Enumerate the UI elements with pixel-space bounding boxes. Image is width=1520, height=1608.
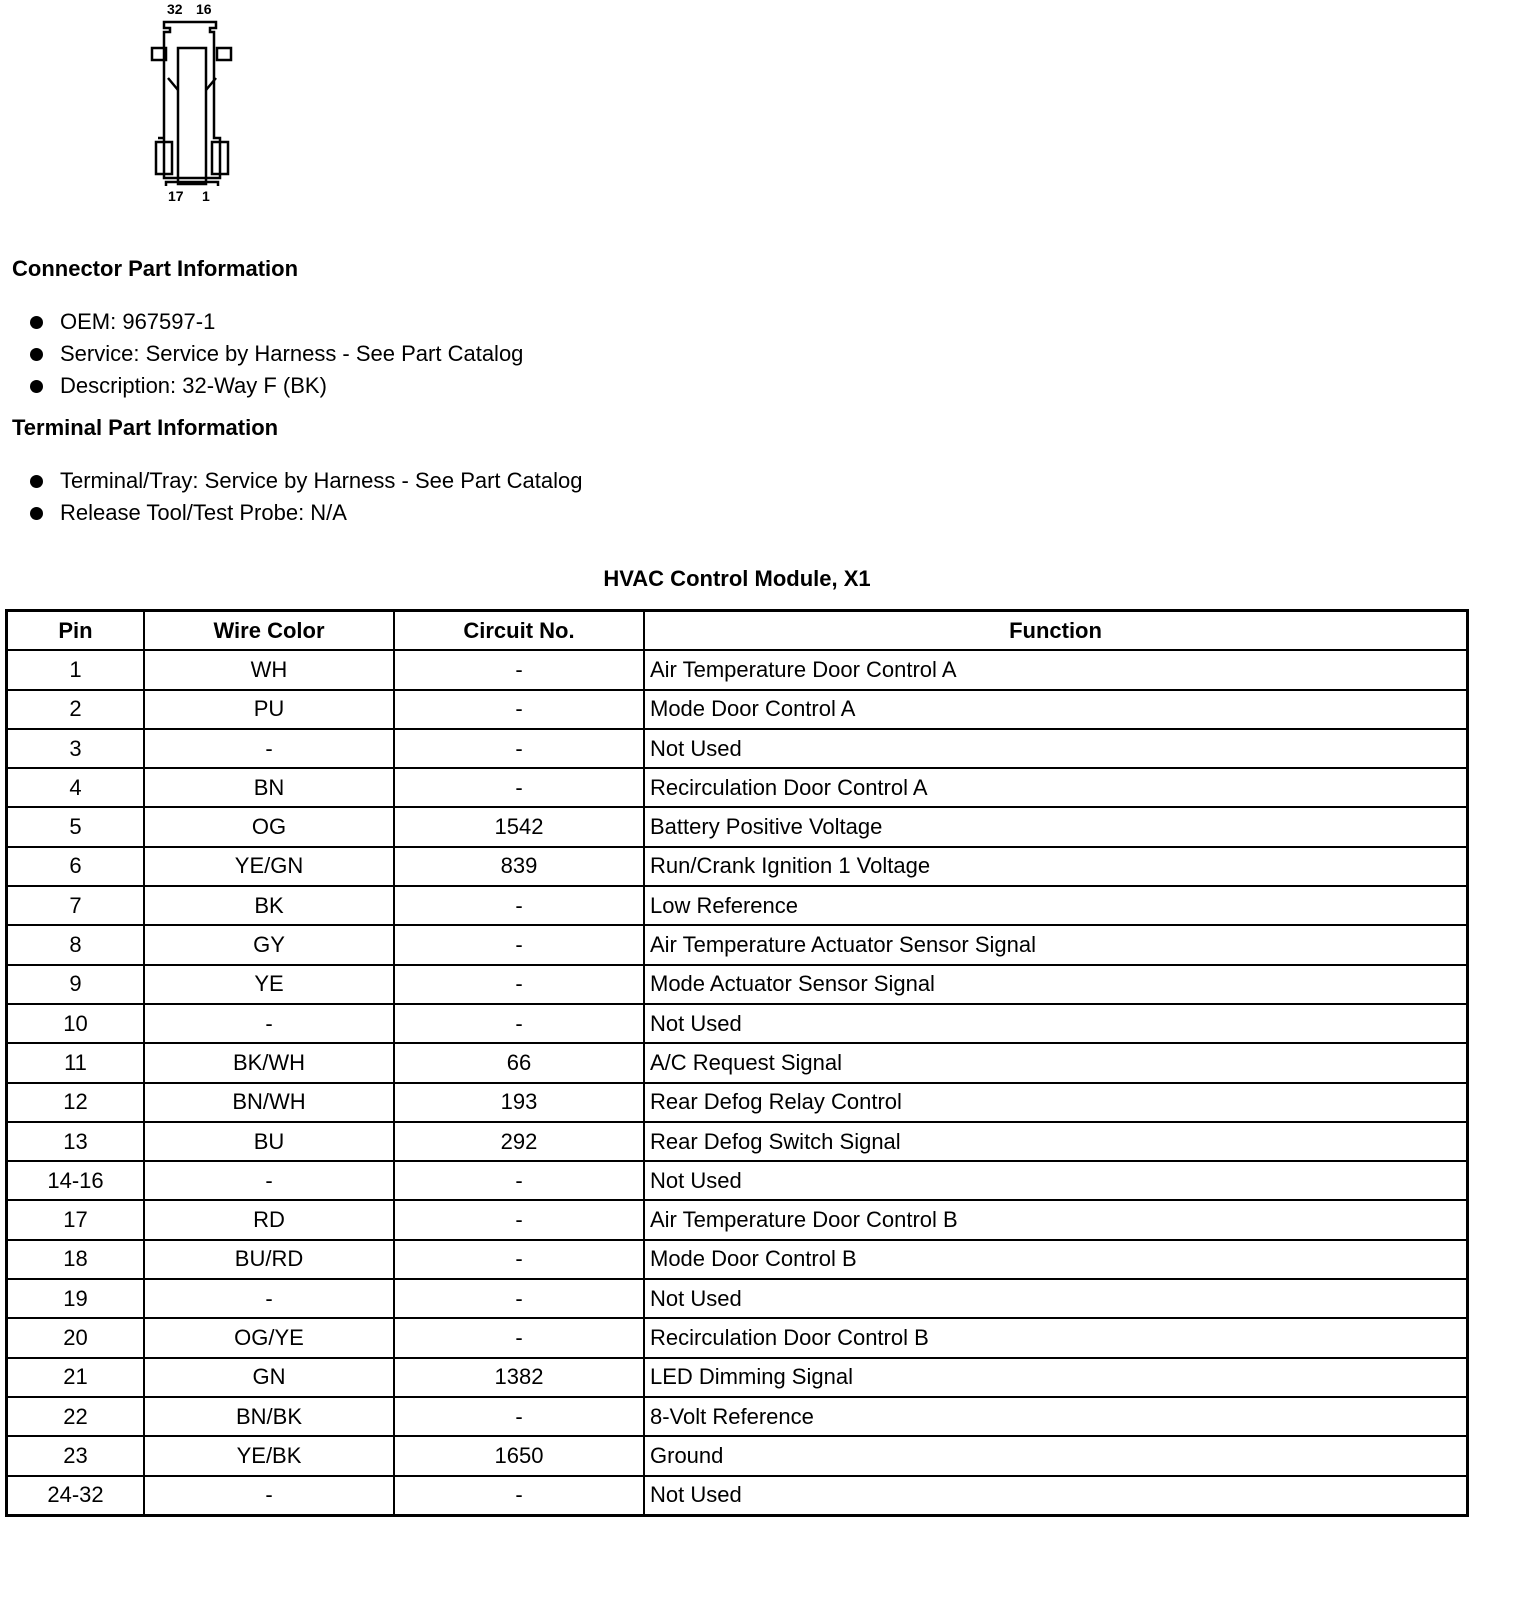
header-function: Function [644,611,1468,651]
cell-wire-color: OG [144,807,394,846]
table-row [7,729,1468,768]
cell-wire-color: - [144,1004,394,1043]
table-row [7,1436,1468,1475]
cell-wire-color: BU/RD [144,1240,394,1279]
table-row [7,925,1468,964]
cell-function: Not Used [644,729,1468,768]
table-row [7,965,1468,1004]
item-text: Service: Service by Harness - See Part Catalog [60,341,524,366]
bullet-icon [30,507,43,520]
cell-pin: 7 [7,886,145,925]
bullet-icon [30,348,43,361]
list-item [30,465,583,497]
cell-circuit-no: - [394,1397,644,1436]
cell-pin: 20 [7,1318,145,1357]
header-circuit-no: Circuit No. [394,611,644,651]
cell-pin: 12 [7,1083,145,1122]
table-row [7,1240,1468,1279]
cell-pin: 23 [7,1436,145,1475]
table-row [7,886,1468,925]
list-item [30,306,523,338]
cell-circuit-no: - [394,768,644,807]
table-row [7,1122,1468,1161]
cell-function: Rear Defog Relay Control [644,1083,1468,1122]
cell-pin: 6 [7,847,145,886]
cell-wire-color: WH [144,650,394,689]
cell-function: Not Used [644,1476,1468,1516]
cell-pin: 11 [7,1043,145,1082]
cell-function: Not Used [644,1161,1468,1200]
cell-wire-color: YE/BK [144,1436,394,1475]
table-row [7,847,1468,886]
pin-label-17: 17 [168,188,184,204]
table-row [7,1161,1468,1200]
table-row [7,807,1468,846]
cell-wire-color: BK/WH [144,1043,394,1082]
cell-function: Mode Door Control A [644,690,1468,729]
table-row [7,690,1468,729]
cell-wire-color: BN [144,768,394,807]
cell-circuit-no: 1542 [394,807,644,846]
cell-pin: 5 [7,807,145,846]
cell-pin: 1 [7,650,145,689]
cell-function: Not Used [644,1279,1468,1318]
table-row [7,1397,1468,1436]
cell-circuit-no: - [394,1161,644,1200]
cell-pin: 22 [7,1397,145,1436]
cell-function: 8-Volt Reference [644,1397,1468,1436]
cell-function: Run/Crank Ignition 1 Voltage [644,847,1468,886]
header-wire-color: Wire Color [144,611,394,651]
table-row [7,1004,1468,1043]
connector-diagram [150,0,235,205]
cell-pin: 18 [7,1240,145,1279]
pin-label-16: 16 [196,1,212,17]
list-item [30,497,583,529]
cell-wire-color: BN/BK [144,1397,394,1436]
cell-function: Not Used [644,1004,1468,1043]
list-item [30,370,523,402]
cell-pin: 24-32 [7,1476,145,1516]
cell-wire-color: PU [144,690,394,729]
table-header-row [7,611,1468,651]
bullet-icon [30,316,43,329]
cell-wire-color: GY [144,925,394,964]
cell-pin: 4 [7,768,145,807]
cell-circuit-no: - [394,729,644,768]
connector-part-list [30,306,523,402]
table-row [7,1083,1468,1122]
item-text: Terminal/Tray: Service by Harness - See Part Catalog [60,468,583,493]
header-pin: Pin [7,611,145,651]
cell-pin: 3 [7,729,145,768]
cell-circuit-no: - [394,1476,644,1516]
cell-circuit-no: - [394,965,644,1004]
cell-wire-color: OG/YE [144,1318,394,1357]
table-row [7,1318,1468,1357]
cell-pin: 10 [7,1004,145,1043]
terminal-part-heading: Terminal Part Information [12,415,279,440]
cell-function: Air Temperature Actuator Sensor Signal [644,925,1468,964]
table-row [7,1476,1468,1516]
cell-function: Mode Actuator Sensor Signal [644,965,1468,1004]
cell-wire-color: RD [144,1200,394,1239]
cell-circuit-no: - [394,1318,644,1357]
table-row [7,1043,1468,1082]
cell-function: A/C Request Signal [644,1043,1468,1082]
cell-wire-color: BK [144,886,394,925]
item-text: OEM: 967597-1 [60,309,216,334]
cell-wire-color: - [144,1279,394,1318]
table-title: HVAC Control Module, X1 [603,566,871,591]
bullet-icon [30,380,43,393]
table-row [7,650,1468,689]
cell-pin: 2 [7,690,145,729]
pin-label-32: 32 [167,1,183,17]
cell-function: LED Dimming Signal [644,1358,1468,1397]
cell-circuit-no: - [394,690,644,729]
cell-pin: 21 [7,1358,145,1397]
item-text: Description: 32-Way F (BK) [60,373,327,398]
cell-function: Recirculation Door Control B [644,1318,1468,1357]
table-row [7,1279,1468,1318]
pinout-table [5,609,1469,1517]
terminal-part-list [30,465,583,529]
cell-circuit-no: 1650 [394,1436,644,1475]
cell-wire-color: BU [144,1122,394,1161]
cell-function: Recirculation Door Control A [644,768,1468,807]
cell-pin: 19 [7,1279,145,1318]
cell-wire-color: - [144,1161,394,1200]
cell-function: Low Reference [644,886,1468,925]
cell-wire-color: YE [144,965,394,1004]
item-text: Release Tool/Test Probe: N/A [60,500,347,525]
table-row [7,768,1468,807]
cell-function: Air Temperature Door Control B [644,1200,1468,1239]
cell-function: Ground [644,1436,1468,1475]
pin-label-1: 1 [202,188,210,204]
connector-part-heading: Connector Part Information [12,256,299,281]
cell-pin: 14-16 [7,1161,145,1200]
cell-circuit-no: - [394,1004,644,1043]
cell-function: Rear Defog Switch Signal [644,1122,1468,1161]
list-item [30,338,523,370]
cell-circuit-no: - [394,1200,644,1239]
cell-circuit-no: 292 [394,1122,644,1161]
cell-circuit-no: 193 [394,1083,644,1122]
cell-circuit-no: 839 [394,847,644,886]
cell-circuit-no: - [394,650,644,689]
cell-wire-color: YE/GN [144,847,394,886]
cell-circuit-no: - [394,925,644,964]
cell-pin: 9 [7,965,145,1004]
table-row [7,1358,1468,1397]
cell-pin: 8 [7,925,145,964]
cell-circuit-no: - [394,886,644,925]
cell-function: Battery Positive Voltage [644,807,1468,846]
connector-outline-icon [150,18,235,186]
table-row [7,1200,1468,1239]
bullet-icon [30,475,43,488]
cell-circuit-no: 1382 [394,1358,644,1397]
cell-circuit-no: - [394,1240,644,1279]
cell-pin: 17 [7,1200,145,1239]
cell-wire-color: - [144,1476,394,1516]
cell-wire-color: BN/WH [144,1083,394,1122]
cell-wire-color: GN [144,1358,394,1397]
cell-circuit-no: 66 [394,1043,644,1082]
cell-wire-color: - [144,729,394,768]
cell-circuit-no: - [394,1279,644,1318]
cell-pin: 13 [7,1122,145,1161]
cell-function: Mode Door Control B [644,1240,1468,1279]
cell-function: Air Temperature Door Control A [644,650,1468,689]
